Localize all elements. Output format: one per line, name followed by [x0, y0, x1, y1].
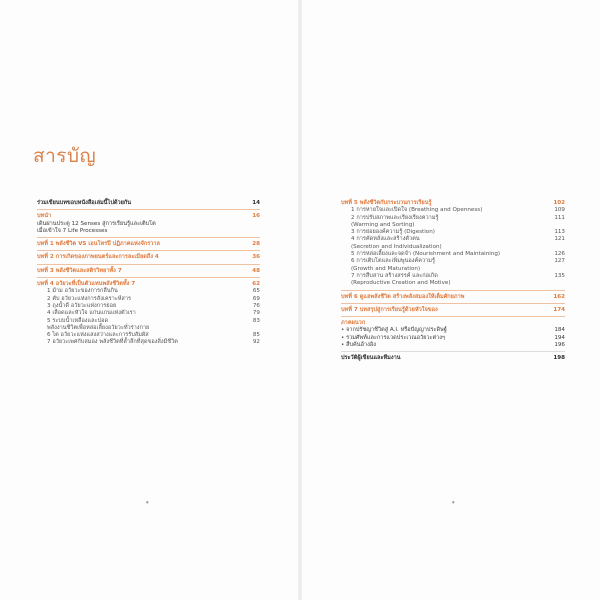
toc-entry[interactable] [341, 355, 565, 362]
toc-entry-page: 36 [252, 254, 260, 261]
toc-entry-label: บทที่ 4 อวัยวะที่เป็นตัวแทนพลังชีวิตทั้ง 7 [37, 281, 136, 288]
toc-entry[interactable] [37, 241, 260, 248]
toc-separator [37, 264, 260, 265]
toc-entry-page: 92 [252, 339, 260, 346]
toc-entry[interactable] [37, 200, 260, 207]
toc-entry-label: 6 ไต อวัยวะแห่งแสงสว่างและการรับสัมผัส [47, 332, 149, 339]
toc-entry-label: 3 การย่อยองค์ความรู้ (Digestion) [351, 229, 435, 236]
toc-entry[interactable] [341, 207, 565, 214]
toc-entry-label: 5 ระบบน้ำเหลืองและปอด [47, 317, 109, 324]
toc-entry-page: 76 [252, 302, 260, 309]
toc-entry[interactable] [341, 236, 565, 251]
toc-entry-page: 28 [252, 241, 260, 248]
toc-entry-label: 2 การปรับสภาพและเรียงเรียงความรู้ (Warming and Sorting) [351, 215, 551, 230]
toc-entry-page: 85 [252, 332, 260, 339]
toc-entry-page: 162 [553, 293, 565, 300]
toc-entry-label: 1 ม้าม อวัยวะของการกลืนกิน [47, 288, 118, 295]
toc-right-column [341, 200, 565, 363]
toc-entry-page: 79 [252, 310, 260, 317]
page-title: สารบัญ [33, 145, 97, 167]
toc-entry-label: 7 อวัยวะเพศกับสมอง พลังชีวิตที่ล้ำลึกที่สุดของสิ่งมีชีวิต [47, 339, 178, 346]
toc-entry[interactable] [37, 288, 260, 295]
toc-entry-english: (Reproductive Creation and Motive) [351, 280, 451, 287]
toc-entry[interactable] [341, 273, 565, 288]
toc-entry[interactable] [341, 335, 565, 342]
toc-separator [341, 351, 565, 352]
toc-entry-page: 102 [553, 200, 565, 206]
toc-entry-label: • จากปรัชญาชีวิตสู่ A.I. หรือปัญญาประดิษฐ์ [341, 327, 447, 334]
toc-entry-page: 69 [252, 295, 260, 302]
right-page [300, 0, 600, 600]
toc-separator [341, 290, 565, 291]
toc-entry-label: 2 ตับ อวัยวะแห่งการสังเคราะห์สาร [47, 295, 131, 302]
toc-entry-page: 109 [554, 207, 565, 214]
toc-entry-page: 127 [554, 258, 565, 265]
toc-entry-page: 65 [252, 288, 260, 295]
toc-entry-label: ร่วมเขียนบทขอบหนังสือเล่มนี้ไปด้วยกัน [37, 200, 132, 206]
toc-entry[interactable] [37, 339, 260, 346]
toc-separator [37, 250, 260, 251]
toc-entry-english: (Secretion and Individualization) [351, 243, 442, 250]
folio-left: ● [146, 500, 149, 504]
toc-entry-page: 16 [252, 213, 260, 220]
toc-entry[interactable] [37, 296, 260, 303]
toc-entry-page: 62 [252, 281, 260, 288]
toc-entry-page: 196 [554, 342, 565, 349]
toc-entry-label: บทที่ 7 บทสรุปสู่การเรียนรู้ด้วยหัวใจของ [341, 306, 438, 313]
toc-entry[interactable] [37, 213, 260, 220]
toc-entry[interactable] [341, 307, 565, 314]
toc-separator [37, 277, 260, 278]
toc-entry-page: 113 [554, 229, 565, 236]
toc-entry[interactable] [37, 228, 260, 235]
toc-entry[interactable] [37, 318, 260, 325]
toc-entry-label: ภาคผนวก [341, 320, 366, 327]
toc-separator [341, 303, 565, 304]
toc-entry-page: 198 [553, 355, 565, 362]
toc-entry-page: 48 [252, 267, 260, 274]
toc-entry-page: 111 [554, 214, 565, 221]
toc-left-column [37, 200, 260, 347]
toc-entry[interactable] [341, 215, 565, 230]
toc-entry-label: • รวมศัพท์และการแวดประเวณอวัยวะต่างๆ [341, 334, 446, 341]
toc-entry-page: 126 [554, 251, 565, 258]
toc-entry-label: บทนำ [37, 213, 52, 220]
toc-entry-english: (Growth and Maturation) [351, 265, 421, 272]
toc-entry-label: 4 เลือดและหัวใจ แก่นแกนแห่งตัวเรา [47, 310, 136, 317]
toc-entry[interactable] [341, 258, 565, 273]
toc-entry[interactable] [341, 327, 565, 334]
toc-entry-label: บทที่ 6 ดูแลพลังชีวิต สร้างพลังสมองให้เต็มศักยภาพ [341, 293, 465, 300]
toc-entry-english: (Warming and Sorting) [351, 221, 415, 228]
toc-entry-label: บทที่ 1 พลังชีวิต VS เอนโทรปี ปฏิภาคแห่งจักรวาล [37, 241, 160, 248]
toc-separator [341, 316, 565, 317]
toc-entry-label: 7 การสืบสาน สร้างสรรค์ และก่อเกิด (Reproductive Creation and Motive) [351, 273, 551, 288]
toc-entry-page: 14 [252, 200, 260, 206]
toc-entry[interactable] [37, 268, 260, 275]
toc-entry-page: 135 [554, 272, 565, 279]
folio-right: ● [452, 500, 455, 504]
toc-entry[interactable] [341, 294, 565, 301]
toc-entry-label: พลังงานชีวิตเพื่อหล่อเลี้ยงอวัยวะทั่วร่างกาย [47, 324, 150, 331]
toc-entry-label: บทที่ 3 พลังชีวิตและสติรวิทยาทั้ง 7 [37, 267, 122, 274]
toc-entry-page: 174 [553, 306, 565, 313]
toc-entry-page: 184 [554, 327, 565, 334]
toc-separator [37, 237, 260, 238]
toc-separator [37, 209, 260, 210]
toc-entry-label: • สืบค้นอ้างอิง [341, 342, 376, 349]
toc-entry[interactable] [37, 310, 260, 317]
toc-entry-label: เดินผ่านประตู 12 Senses สู่การเรียนรู้และเติบโต [37, 220, 156, 227]
toc-entry-label: บทที่ 5 พลังชีวิตกับกระบวนการเรียนรู้ [341, 200, 432, 206]
toc-entry-label: ประวัติผู้เขียนและทีมงาน [341, 355, 401, 362]
toc-entry-label: 4 การคัดหลั่งและสร้างตัวตน (Secretion and Individualization) [351, 236, 551, 251]
toc-entry-page: 83 [252, 317, 260, 324]
toc-entry-label: เมื่อเข้าใจ 7 Life Processes [37, 227, 108, 234]
toc-entry-label: 6 การเติบโตและเพิ่มพูนองค์ความรู้ (Growth and Maturation) [351, 258, 551, 273]
toc-entry[interactable] [37, 221, 260, 228]
toc-entry-label: 1 การหายใจและเปิดใจ (Breathing and Openness) [351, 207, 483, 214]
toc-entry-label: 5 การหล่อเลี้ยงและจดจำ (Nourishment and Maintaining) [351, 251, 501, 258]
toc-entry-label: 3 ถุงน้ำดี อวัยวะแห่งการย่อย [47, 302, 117, 309]
toc-entry-page: 121 [554, 236, 565, 243]
toc-entry-label: บทที่ 2 การเกิดของภาพยนตร์และการละเมียดถึง 4 [37, 254, 159, 261]
toc-entry[interactable] [341, 342, 565, 349]
toc-entry-page: 194 [554, 334, 565, 341]
toc-entry[interactable] [37, 254, 260, 261]
